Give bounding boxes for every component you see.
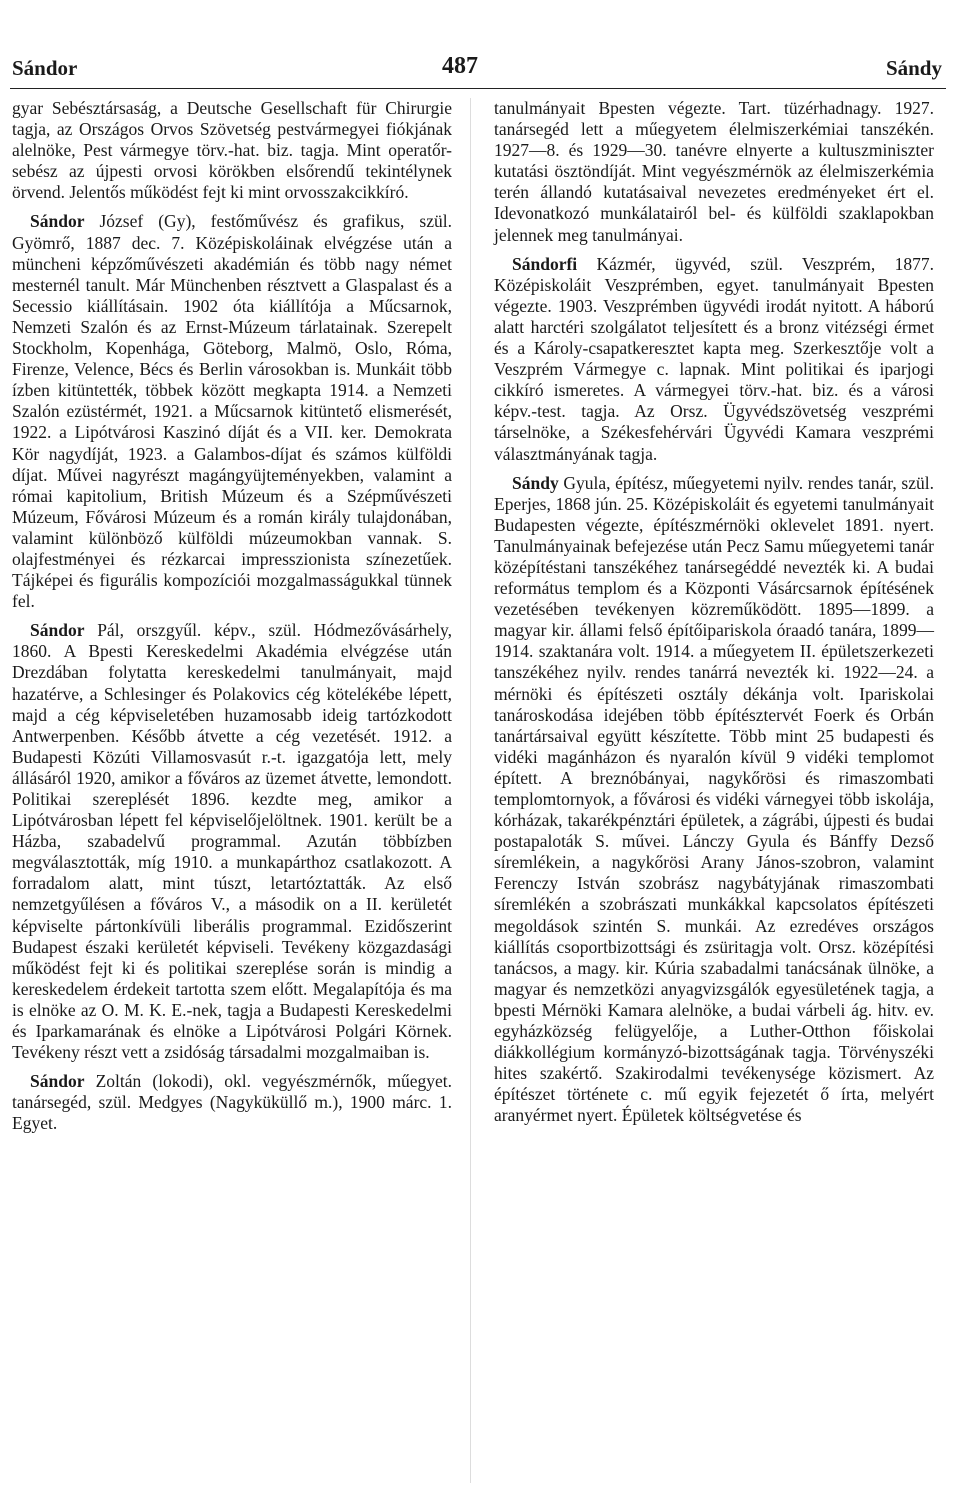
entry-sandor-zoltan: [12, 1071, 452, 1134]
entry-sandor-jozsef: [12, 211, 452, 612]
entry-sandorfi-kazmer: [494, 254, 934, 465]
entry-head: Sándorfi: [512, 253, 578, 274]
left-column: [12, 98, 452, 1135]
entry-continuation: [494, 98, 934, 246]
entry-head: Sándor: [30, 620, 85, 641]
entry-sandy-gyula: [494, 473, 934, 1127]
running-head-left: Sándor: [12, 56, 78, 80]
page-number: 487: [442, 53, 478, 79]
entry-continuation: [12, 98, 452, 203]
entry-text: Gyula, építész, műegyetemi nyilv. rendes tanár, szül. Eperjes, 1868 jún. 25. Középiskoláit és egyetemi tanulmányait Budapesten végezte, építészmérnöki oklevelet 1891. nyert. Tanulmányainak befejezése után Pecz Samu műegyetemi tanár középítéstani tanszékéhez tanársegéddé nevezték ki. A budai református templom és a Központi Vásárcsarnok építésének vezetésében tevékenyen közreműködött. 1895—1899. a magyar kir. állami felső építőipariskola óraadó tanára, 1899—1914. szaktanára volt. 1914. a műegyetem II. épületszerkezeti tanszékéhez nyilv. rendes tanárrá nevezték ki. 1922—24. a mérnöki és építészeti osztály dékánja volt. Ipariskolai tanároskodása idejében több építésztervét Foerk és Orbán tanártársaival együtt készítette. Több mint 25 budapesti és vidéki magánházon és nyaralón kívül 9 vidéki templomot épített. A breznóbányai, nagykőrösi és rimaszombati templomtornyok, a fővárosi és vidéki várnegyei több iskolája, kórházak, takarékpénztári épületek, a zágrábi, újpesti és budai postapaloták S. művei. Lánczy Gyula és Bánffy Dezső síremlékein, a nagykőrösi Arany János-szobron, valamint Ferenczy István szobrász nagybátyjának rimaszombati síremlékén a szobrászati munkákkal kapcsolatos építészeti megoldások szintén S. munkái. Az ezredéves országos kiállítás csoportbizottsági és zsüritagja volt. Orsz. középítési tanácsos, a magy. kir. Kúria szabadalmi tanácsának ülnöke, a magyar és nemzetközi anyagvizsgálók egyesületének tagja, a bpesti Mérnöki Kamara alelnöke, a budai várbeli ág. hitv. ev. egyházközség felügyelője, a Luther-Otthon főiskolai diákkollégium kormányzó-bizottságának tagja. Törvényszéki hites szakértő. Szakirodalmi tevékenysége közismert. Az építészet története c. mű egyik fejezetét ő írta, melyért aranyérmet nyert. Épületek költségvetése és: [494, 472, 934, 1126]
entry-text: Pál, orszgyűl. képv., szül. Hódmezővásárhely, 1860. A Bpesti Kereskedelmi Akadémia elvégzése után Drezdában folytatta kereskedelmi tanulmányait, majd hazatérve, a Schlesinger és Polakovics cég kötelékébe lépett, majd a cég képviseletében huzamosabb ideig tartózkodott Antwerpenben. Később átvette a cég vezetését. 1912. a Budapesti Közúti Villamosvasút r.-t. igazgatója lett, mely állásáról 1920, amikor a főváros az üzemet átvette, lemondott. Politikai szereplését 1896. kezdte meg, amikor a Lipótvárosban lépett fel képviselőjelöltnek. 1901. került be a Házba, szabadelvű programmal. Azután többízben megválasztották, míg 1910. a munkapárthoz csatlakozott. A forradalom alatt, mint túszt, letartóztatták. Az első nemzetgyűlésen a főváros V., a második on a II. kerületét képviselte pártonkívüli liberális programmal. Ezidőszerint Budapest északi kerületét képviseli. Tevékeny közgazdasági működést fejt ki és politikai szereplése során is mindig a kereskedelem érdekeit tartotta szem előtt. Megalapítója és ma is elnöke az O. M. K. E.-nek, tagja a Budapesti Kereskedelmi és Iparkamarának és elnöke a Lipótvárosi Polgári Körnek. Tevékeny részt vett a zsidóság társadalmi mozgalmaiban is.: [12, 620, 453, 1063]
entry-text: Kázmér, ügyvéd, szül. Veszprém, 1877. Középiskoláit Veszprémben, egyet. tanulmányait Bpesten végezte. 1903. Veszprémben ügyvédi irodát nyitott. A háború alatt harctéri szolgálatot teljesített és a bronz vitézségi érmet és a Károly-csapatkeresztet kapta meg. Szerkesztője volt a Veszprém Vármegye c. lapnak. Mint politikai és iparjogi cikkíró ismeretes. A vármegyei törv.-hat. biz. és a városi képv.-test. tagja. Az Orsz. Ügyvédszövetség veszprémi társelnöke, a Székesfehérvári Ügyvédi Kamara veszprémi választmányának tagja.: [494, 253, 935, 464]
header-rule: [10, 88, 946, 89]
entry-head: Sándor: [30, 211, 85, 232]
column-divider: [470, 98, 471, 1483]
right-column: [494, 98, 934, 1127]
entry-head: Sándy: [512, 472, 559, 493]
entry-text: Zoltán (lokodi), okl. vegyészmérnők, műegyet. tanársegéd, szül. Medgyes (Nagyküküllő m.), 1900 márc. 1. Egyet.: [12, 1071, 452, 1134]
entry-text: tanulmányait Bpesten végezte. Tart. tüzérhadnagy. 1927. tanársegéd lett a műegyetem élelmiszerkémiai tanszékén. 1927—8. és 1929—30. tanévre elnyerte a kultuszminiszter kutatási ösztöndíját. Mint vegyészmérnök az élelmiszerkémia terén állandó kutatásaival nevezetes eredményeket ért el. Idevonatkozó munkálatairól bel- és külföldi szaklapokban jelennek meg tanulmányai.: [494, 98, 934, 245]
entry-text: gyar Sebésztársaság, a Deutsche Gesellschaft für Chirurgie tagja, az Országos Orvos Szövetség pestvármegyei fiókjának alelnöke, Pest vármegye törv.-hat. biz. tagja. Mint operatőr-sebész az újpesti orvosi körökben elsőrendű tekintélynek örvend. Jelentős működést fejt ki mint orvosszakcikkíró.: [12, 98, 452, 203]
entry-head: Sándor: [30, 1071, 85, 1092]
entry-sandor-pal: [12, 620, 452, 1063]
entry-text: József (Gy), festőművész és grafikus, szül. Gyömrő, 1887 dec. 7. Középiskoláinak elvégzése után a müncheni képzőművészeti akadémián és több nagy német mesternél tanult. Már Münchenben résztvett a Glaspalast és a Secessio kiállításain. 1902 óta kiállítója a Műcsarnok, Nemzeti Szalón és az Ernst-Múzeum tárlatainak. Szerepelt Stockholm, Kopenhága, Göteborg, Malmö, Oslo, Róma, Firenze, Velence, Bécs és Berlin városokban is. Munkáit több ízben kitüntették, többek között megkapta 1914. a Nemzeti Szalón ezüstérmét, 1921. a Műcsarnok kitüntető elismerését, 1922. a Lipótvárosi Kaszinó díját és a VII. ker. Demokrata Kör nagydíját, 1923. a Galambos-díjat és számos külföldi díjat. Művei nagyrészt magángyüjteményekben, valamint a római kapitolium, British Múzeum és a Szépművészeti Múzeum, Fővárosi Múzeum és a román király tulajdonában, valamint különböző külföldi múzeumokban vannak. S. olajfestményei és rézkarcai impresszionista színezetűek. Tájképei és figurális kompozíciói mozgalmasságukkal tünnek fel.: [12, 211, 452, 612]
running-head-right: Sándy: [885, 56, 942, 80]
page-header: [0, 48, 960, 94]
